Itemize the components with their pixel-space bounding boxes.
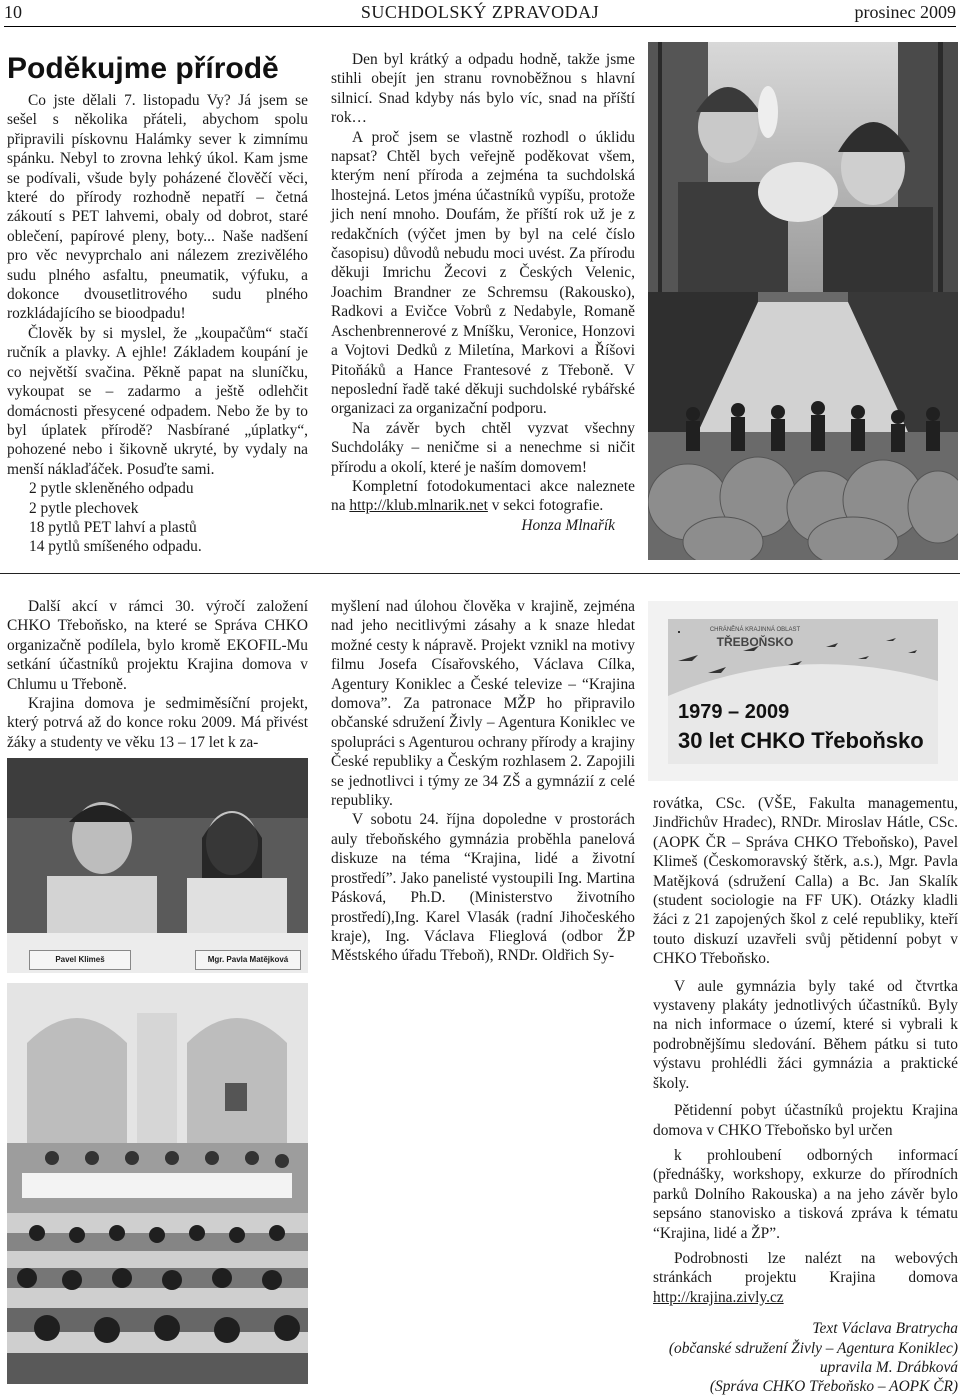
paragraph: k prohloubení odborných informací (přednášky, workshopy, exkurze do přírodních parků Dolního Rakouska) a na jeho závěr bylo sepsáno stanovisko a tisková zpráva k tématu “Krajina, lidé a ŽP”. [653, 1146, 958, 1242]
panelists-photo [7, 758, 308, 973]
paragraph: A proč jsem se vlastně rozhodl o úklidu napsat? Chtěl bych veřejně poděkovat všem, kterým není příroda a zejména ta suchdolská lhostejná. Letos jména účastníků vypíšu, protože jich není mnoho. Doufám, že příští rok už je z redakčních (výčet jmen by byl na celé číslo časopisu) důvodů nebudu moci uvést. Za přírodu děkuji Imrichu Žecovi z Českých Velenic, Joachim Brandner ze Schremsu (Rakousko), Radkovi a Evičce Vobrů z Nedabyle, Romaně Aschenbrennerové z Mníšku, Veronice, Honzovi a Vojtovi Dedků z Miletína, Markovi a Říšovi Pitoňáků a Hance Frantesové z Třeboně. V neposlední řadě také děkuji suchdolské rybářské organizaci za organizační podporu. [331, 128, 635, 418]
logo-region: TŘEBOŇSKO [716, 635, 794, 649]
article1-author: Honza Mlnařík [521, 516, 615, 534]
paragraph: V sobotu 24. října dopoledne v prostorách auly třeboňského gymnázia proběhla panelová diskuze na téma “Krajina, lidé a životní prostředí”. Jako panelisté vystoupili Ing. Martina Pásková, Ph.D. (Ministerstvo životního prostředí),Ing. Karel Vlasák (radní Jihočeského kraje), Ing. Václava Flieglová (odbor ŽP Městského úřadu Třeboň), RNDr. Oldřich Sy- [331, 811, 635, 965]
article1-left-column [7, 91, 308, 557]
paragraph: myšlení nad úlohou člověka v krajině, zejména nad jeho necitlivými zásahy a k snaze hledat možné cesty k nápravě. Projekt vznikl na motivy filmu Josefa Císařovského, Václava Cílka, Agentury Koniklec a České televize – “Krajina domova”. Za patronace MŽP ho připravilo občanské sdružení Živly – Agentura Koniklec ve spolupráci s Agenturou ochrany přírody a krajiny České republiky a Českým rozhlasem 2. Zapojili se jednotlivci i týmy ze 34 ZŠ a gymnázií z celé republiky. [331, 598, 635, 810]
list-item: 18 pytlů PET lahví a plastů [29, 518, 197, 536]
article-title: Poděkujme přírodě [7, 52, 279, 85]
page-header [4, 0, 956, 27]
paragraph: Na závěr bych chtěl vyzvat všechny Suchdoláky – neničme si a nenechme si ničit přírodu a okolí, které je naším domovem! [331, 419, 635, 476]
krajina-project-link[interactable]: http://krajina.zivly.cz [653, 1288, 784, 1306]
list-item: 2 pytle plechovek [29, 499, 139, 517]
list-item: 2 pytle skleněného odpadu [29, 480, 194, 498]
paragraph: rovátka, CSc. (VŠE, Fakulta managementu, Jindřichův Hradec), RNDr. Miroslav Hátle, CSc. (AOPK ČR – Správa CHKO Třeboňsko), Pavel Klimeš (Českomoravský štěrk, a.s.), Mgr. Pavla Matějková (sdružení Calla) a Bc. Jan Skalík (student sociologie na FF UK). Otázky kladli žáci z 21 zapojených škol z celé republiky, kteří touto diskuzí uzavřeli svůj pětidenní pobyt v CHKO Třeboňsko. [653, 795, 958, 968]
nameplate-matejkova: Mgr. Pavla Matějková [195, 950, 301, 970]
issue-date: prosinec 2009 [854, 2, 956, 22]
paragraph: Co jste dělali 7. listopadu Vy? Já jsem se sešel s několika přáteli, abychom spolu připravili pískovnu Halámky sever k zimnímu spánku. Nebyl to zrovna lehký úkol. Kam jsme se podívali, všude byly poházené člověčí věci, které do přírody rozhodně nepatří – četná zákoutí s PET lahvemi, obaly od dobrot, staré oblečení, papírové pleny, boty... Naše nadšení pro věc nevyprchalo ani nálezem zrezivělého sudu plného asfaltu, pneumatik, výfuku, a dokonce dvousetlitrového sudu plného rozkládajícího se bioodpadu! [7, 92, 308, 323]
logo-years: 1979 – 2009 [678, 701, 790, 723]
paragraph: Krajina domova je sedmiměsíční projekt, který potrvá až do konce roku 2009. Má přivést žáky a studenty ve věku 13 – 17 let k za- [7, 695, 308, 751]
list-item: 14 pytlů smíšeného odpadu. [29, 538, 202, 556]
article2-signature [653, 1319, 958, 1397]
article1-right-column [331, 50, 635, 535]
paragraph: Pětidenní pobyt účastníků projektu Krajina domova v CHKO Třeboňsko byl určen [653, 1102, 958, 1139]
logo-organization: CHRÁNĚNÁ KRAJINNÁ OBLAST [709, 627, 801, 633]
paragraph: V aule gymnázia byly také od čtvrtka vystaveny plakáty jednotlivých účastníků. Byly na nich informace o území, které si vybrali k podrobnějšímu sledování. Během pátku si tuto výstavu prohlédli žáci gymnázia a praktické školy. [653, 977, 958, 1092]
journal-title: SUCHDOLSKÝ ZPRAVODAJ [360, 2, 600, 22]
logo-anniversary: 30 let CHKO Třeboňsko [678, 728, 924, 753]
section-divider [0, 573, 960, 574]
paragraph: Další akcí v rámci 30. výročí založení CHKO Třeboňsko, na které se Správa CHKO organizačně podílela, bylo kromě EKOFIL-Mu setkání účastníků projektu Krajina domova v Chlumu u Třeboně. [7, 598, 308, 693]
page-number: 10 [4, 2, 22, 22]
signature-line: Text Václava Bratrycha [812, 1320, 958, 1338]
article2-column-3 [653, 794, 958, 1397]
paragraph: Člověk by si myslel, že „koupačům“ stačí ručník a plavky. A ejhle! Základem koupání je co největší svačina. Pěkně papat na sluníčku, vykoupat se – zadarmo a ještě odlehčit domácnosti přesycené odpadem. Nebo že by to byl úplatek přírodě? Nasbírané „úplatky“, pohozené nebo i šikovně ukryté, by vydaly na menší náklaďáček. Posuďte sami. [7, 324, 308, 478]
article2-column-1 [7, 597, 308, 752]
paragraph: Den byl krátký a odpadu hodně, takže jsme stihli obejít jen stranu rovnoběžnou s hlavní silnicí. Snad kdyby nás bylo víc, snad na příští rok… [331, 51, 635, 127]
article2-column-2 [331, 597, 635, 966]
chko-anniversary-logo [648, 601, 958, 781]
nameplate-klimes: Pavel Klimeš [29, 950, 131, 970]
club-photo-link[interactable]: http://klub.mlnarik.net [349, 497, 488, 515]
paragraph: Kompletní fotodokumentaci akce naleznete na http://klub.mlnarik.net v sekci fotografie. [331, 477, 635, 515]
waste-list [7, 479, 308, 557]
paragraph: Podrobnosti lze nalézt na webových stránkách projektu Krajina domova http://krajina.zivly.cz [653, 1249, 958, 1306]
auditorium-photo [7, 983, 308, 1384]
signature-line: (Správa CHKO Třeboňsko – AOPK ČR) [709, 1378, 958, 1396]
signature-line: (občanské sdružení Živly – Agentura Koniklec) [668, 1339, 958, 1357]
signature-line: upravila M. Drábková [819, 1358, 958, 1376]
volunteers-photo [648, 42, 958, 560]
